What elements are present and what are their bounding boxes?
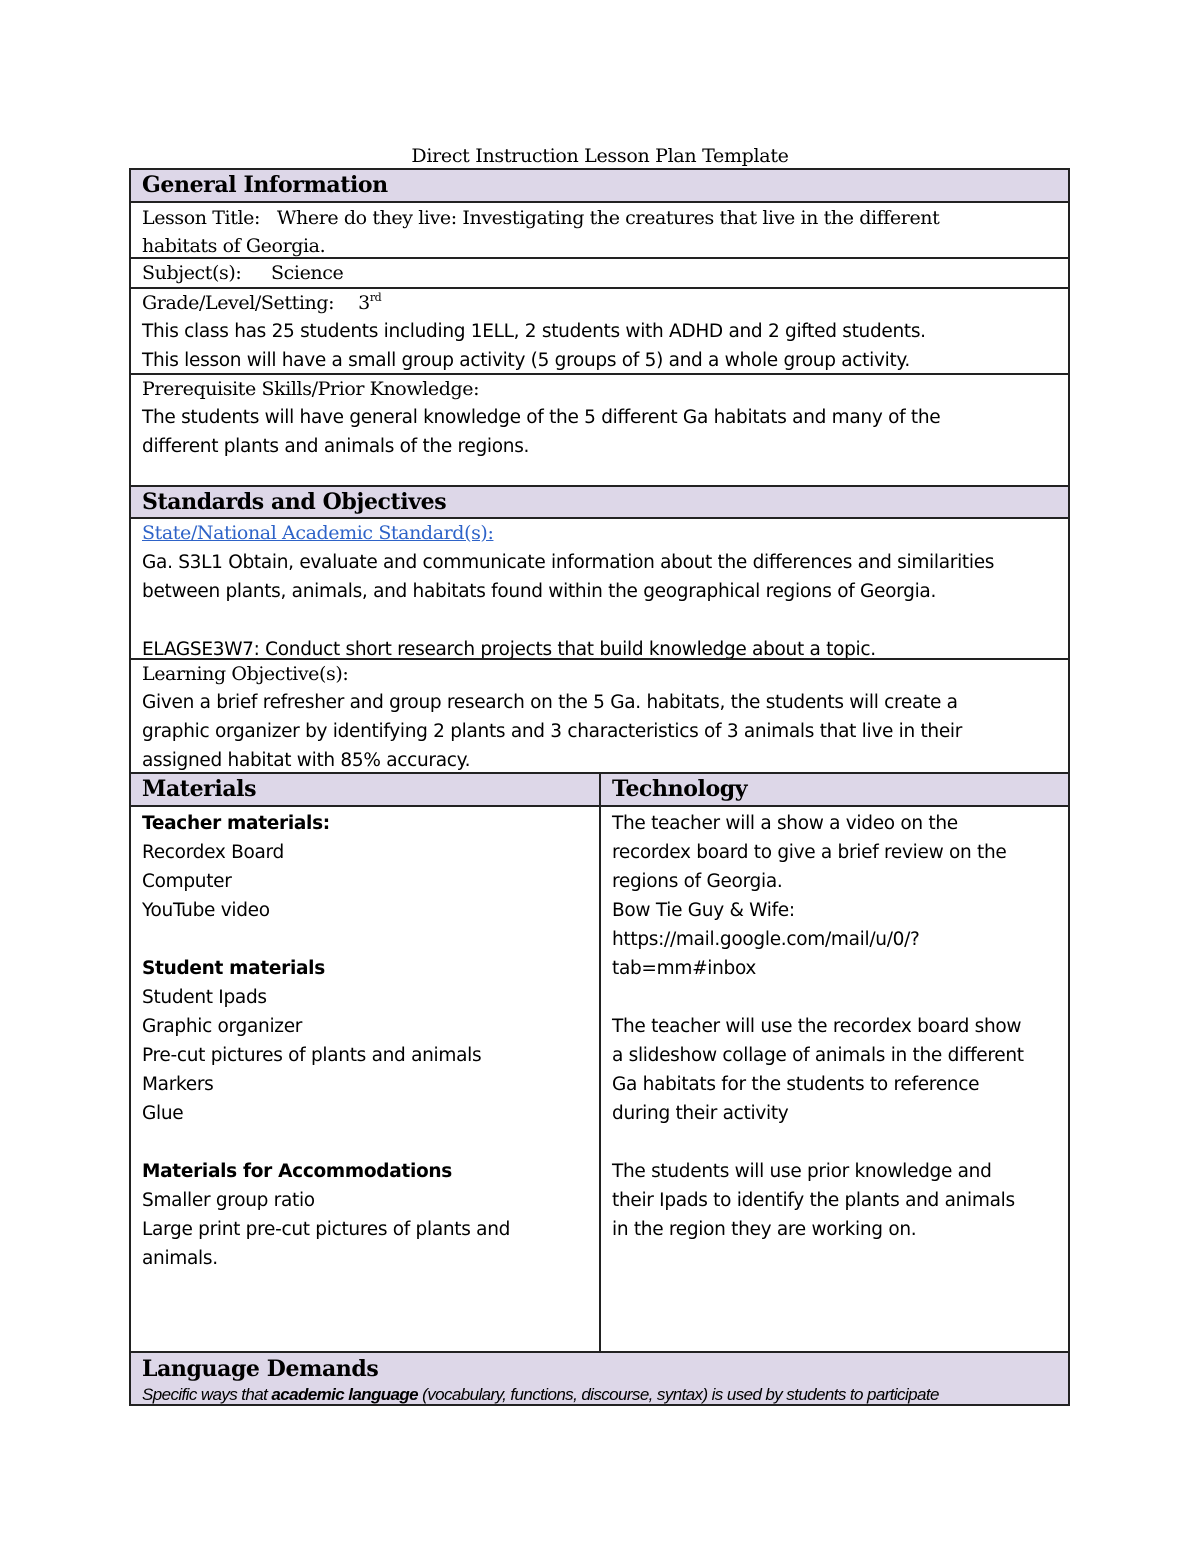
technology-url-line: https://mail.google.com/mail/u/0/? [612,929,920,950]
technology-text-line: during their activity [612,1103,789,1124]
accommodation-item: Large print pre-cut pictures of plants and [142,1219,511,1240]
language-demands-note: Specific ways that academic language (vocabulary, functions, discourse, syntax) is used by students to participate [142,1385,939,1404]
standards-link[interactable]: State/National Academic Standard(s): [142,522,494,544]
standard-1-line-1: Ga. S3L1 Obtain, evaluate and communicate information about the differences and similarities [142,552,995,573]
teacher-material-item: YouTube video [142,900,270,921]
grade-value: 3 [358,292,370,314]
learning-objective-line-3: assigned habitat with 85% accuracy. [142,750,471,771]
technology-text-line: a slideshow collage of animals in the different [612,1045,1024,1066]
student-material-item: Pre-cut pictures of plants and animals [142,1045,482,1066]
standards-header [131,487,1068,519]
accommodations-heading: Materials for Accommodations [142,1161,452,1182]
technology-text-line: recordex board to give a brief review on the [612,842,1007,863]
document-title: Direct Instruction Lesson Plan Template [411,145,789,167]
technology-text-line: regions of Georgia. [612,871,783,892]
language-demands-title: Language Demands [142,1353,1068,1385]
standards-row [131,519,1068,660]
technology-title: Technology [612,776,748,802]
student-material-item: Student Ipads [142,987,267,1008]
lesson-plan-table [129,168,1070,1406]
accommodation-item: animals. [142,1248,218,1269]
learning-objective-row [131,660,1068,774]
technology-text-line: their Ipads to identify the plants and animals [612,1190,1015,1211]
standard-2: ELAGSE3W7: Conduct short research projects that build knowledge about a topic. [142,639,876,660]
learning-objective-label: Learning Objective(s): [142,663,349,685]
lesson-title-value-continued: habitats of Georgia. [142,235,326,257]
technology-text-line: in the region they are working on. [612,1219,917,1240]
teacher-materials-heading: Teacher materials: [142,813,330,834]
technology-text-line: The students will use prior knowledge and [612,1161,992,1182]
materials-technology-row [131,807,1068,1353]
student-material-item: Glue [142,1103,184,1124]
lesson-title-row [131,203,1068,259]
subject-value: Science [271,262,344,284]
general-information-title: General Information [142,172,388,198]
technology-text-line: Ga habitats for the students to reference [612,1074,980,1095]
general-information-header [131,170,1068,203]
materials-header-cell [131,774,601,805]
technology-cell [601,807,1068,1351]
grade-label: Grade/Level/Setting: [142,292,335,314]
student-materials-heading: Student materials [142,958,325,979]
standards-title: Standards and Objectives [142,489,447,515]
teacher-material-item: Recordex Board [142,842,284,863]
subject-label: Subject(s): [142,262,242,284]
setting-description-line-2: This lesson will have a small group activity (5 groups of 5) and a whole group activity. [142,350,910,371]
technology-url-line: tab=mm#inbox [612,958,757,979]
technology-header-cell [601,774,1068,805]
technology-text-line: Bow Tie Guy & Wife: [612,900,795,921]
technology-text-line: The teacher will a show a video on the [612,813,958,834]
standard-1-line-2: between plants, animals, and habitats found within the geographical regions of Georgia. [142,581,937,602]
technology-text-line: The teacher will use the recordex board show [612,1016,1022,1037]
learning-objective-line-1: Given a brief refresher and group research on the 5 Ga. habitats, the students will create a [142,692,958,713]
accommodation-item: Smaller group ratio [142,1190,315,1211]
teacher-material-item: Computer [142,871,232,892]
prerequisite-row [131,375,1068,487]
materials-cell [131,807,601,1351]
grade-suffix: rd [369,291,382,304]
lesson-title-value: Where do they live: Investigating the creatures that live in the different [276,207,940,229]
student-material-item: Graphic organizer [142,1016,303,1037]
materials-technology-header [131,774,1068,807]
subject-row [131,259,1068,289]
prerequisite-label: Prerequisite Skills/Prior Knowledge: [142,378,480,400]
learning-objective-line-2: graphic organizer by identifying 2 plants and 3 characteristics of 3 animals that live in their [142,721,963,742]
language-demands-row [131,1353,1068,1404]
student-material-item: Markers [142,1074,214,1095]
grade-level-setting-row [131,289,1068,375]
setting-description-line-1: This class has 25 students including 1ELL, 2 students with ADHD and 2 gifted students. [142,321,926,342]
materials-title: Materials [142,776,257,802]
prerequisite-line-1: The students will have general knowledge of the 5 different Ga habitats and many of the [142,407,941,428]
prerequisite-line-2: different plants and animals of the regions. [142,436,530,457]
lesson-title-label: Lesson Title: [142,207,260,229]
